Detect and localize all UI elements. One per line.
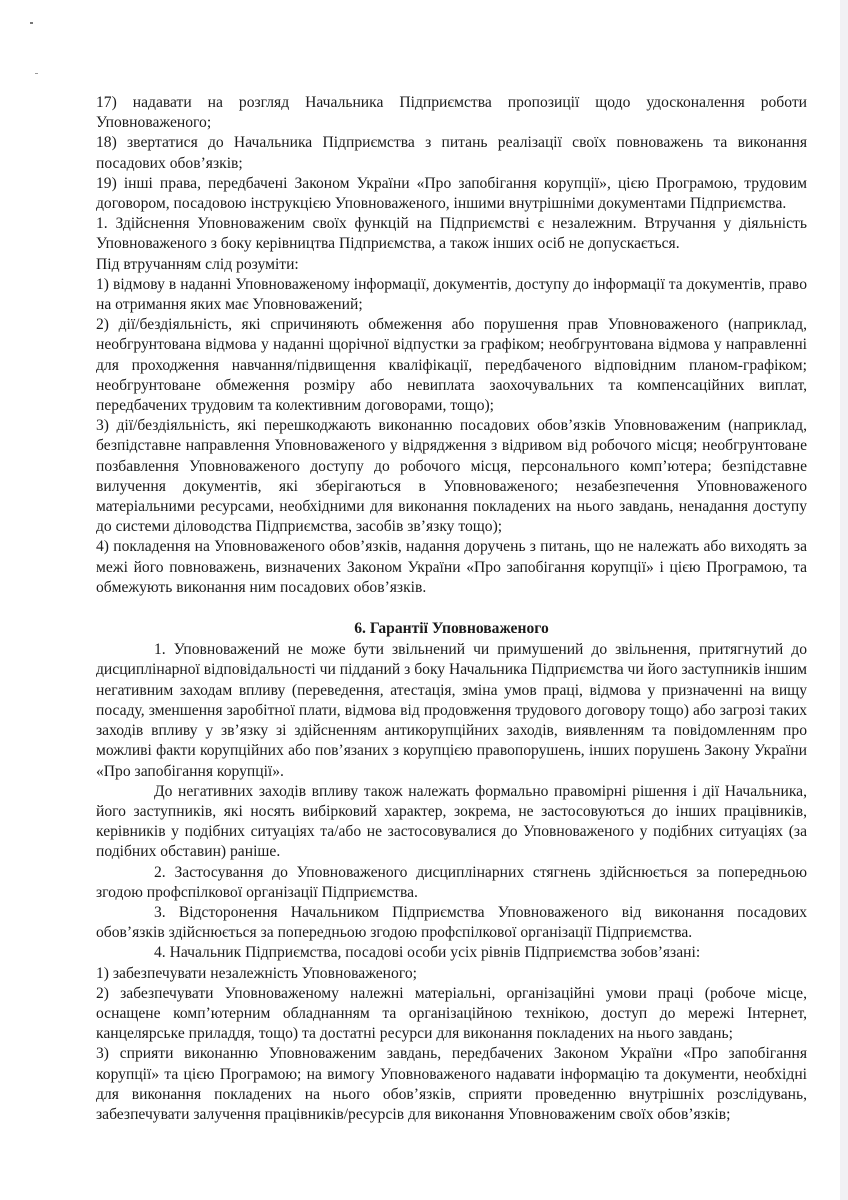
- scan-artifact: [35, 73, 38, 74]
- document-body: [96, 93, 807, 1125]
- interference-item: 4) покладення на Уповноваженого обов’язків, надання доручень з питань, що не належать або виходять за межі його повноважень, визначених Законом України «Про запобігання корупції» і цією Програмою, та обмежують виконання ним посадових обов’язків.: [96, 538, 807, 596]
- rights-item: 19) інші права, передбачені Законом України «Про запобігання корупції», цією Програмою, трудовим договором, посадовою інструкцією Уповноваженого, іншими внутрішніми документами Підприємства.: [96, 174, 807, 213]
- guarantee-paragraph: 3. Відсторонення Начальником Підприємства Уповноваженого від виконання посадових обов’язків здійснюється за попередньою згодою профспілкової організації Підприємства.: [96, 903, 807, 942]
- guarantee-paragraph: 4. Начальник Підприємства, посадові особи усіх рівнів Підприємства зобов’язані:: [154, 944, 701, 962]
- interference-item: 1) відмову в наданні Уповноваженому інформації, документів, доступу до інформації та документів, право на отримання яких має Уповноважений;: [96, 275, 807, 314]
- independence-paragraph: 1. Здійснення Уповноваженим своїх функцій на Підприємстві є незалежним. Втручання у діяльність Уповноваженого з боку керівництва Підприємства, а також інших осіб не допускається.: [96, 215, 807, 253]
- interference-intro: Під втручанням слід розуміти:: [96, 255, 299, 273]
- interference-item: 2) дії/бездіяльність, які спричиняють обмеження або порушення прав Уповноваженого (наприклад, необгрунтована відмова у наданні щорічної відпустки за графіком; необгрунтована відмова у направленні для проходження навчання/підвищення кваліфікації, передбаченого відповідним планом-графіком; необгрунтоване обмеження розміру або невиплата заохочувальних та компенсаційних виплат, передбачених трудовим та колективним договорами, тощо);: [96, 316, 807, 415]
- obligation-item: 2) забезпечувати Уповноваженому належні матеріальні, організаційні умови праці (робоче місце, оснащене комп’ютерним обладнанням та організаційною технікою, доступ до мережі Інтернет, канцелярське приладдя, тощо) та достатні ресурси для виконання покладених на нього завдань;: [96, 984, 807, 1043]
- guarantee-paragraph: 2. Застосування до Уповноваженого дисциплінарних стягнень здійснюється за попередньою згодою профспілкової організації Підприємства.: [96, 863, 807, 901]
- scan-artifact: [30, 22, 33, 24]
- rights-item: 17) надавати на розгляд Начальника Підприємства пропозиції щодо удосконалення роботи Уповноваженого;: [96, 94, 807, 132]
- obligation-item: 3) сприяти виконанню Уповноваженим завдань, передбачених Законом України «Про запобігання корупції» та цією Програмою; на вимогу Уповноваженого надавати інформацію та документи, необхідні для виконання покладених на нього обов’язків, сприяти проведенню внутрішніх розслідувань, забезпечувати залучення працівників/ресурсів для виконання Уповноваженим своїх обов’язків;: [96, 1045, 807, 1123]
- interference-item: 3) дії/бездіяльність, які перешкоджають виконанню посадових обов’язків Уповноваженим (наприклад, безпідставне направлення Уповноваженого у відрядження з відривом від робочого місця; необгрунтоване позбавлення Уповноваженого доступу до робочого місця, персонального комп’ютера; безпідставне вилучення документів, які зберігаються в Уповноваженого; незабезпечення Уповноваженого матеріальними ресурсами, необхідними для виконання покладених на нього завдань, ненадання доступу до системи діловодства Підприємства, засобів зв’язку тощо);: [96, 417, 807, 536]
- rights-item: 18) звертатися до Начальника Підприємства з питань реалізації своїх повноважень та виконання посадових обов’язків;: [96, 134, 807, 172]
- obligation-item: 1) забезпечувати незалежність Уповноваженого;: [96, 964, 417, 982]
- scan-edge-shadow: [840, 0, 848, 1200]
- guarantee-paragraph: 1. Уповноважений не може бути звільнений чи примушений до звільнення, притягнутий до дисциплінарної відповідальності чи підданий з боку Начальника Підприємства чи його заступників іншим негативним заходам впливу (переведення, атестація, зміна умов праці, відмова у призначенні на вищу посаду, зменшення заробітної плати, відмова від продовження трудового договору тощо) або загрозі таких заходів впливу у зв’язку зі здійсненням антикорупційних заходів, виявленням та повідомленням про можливі факти корупційних або пов’язаних з корупцією правопорушень, інших порушень Закону України «Про запобігання корупції».: [96, 641, 807, 780]
- guarantee-paragraph: До негативних заходів впливу також належать формально правомірні рішення і дії Начальника, його заступників, які носять вибірковий характер, зокрема, не застосовуються до інших працівників, керівників у подібних ситуаціях та/або не застосовувалися до Уповноваженого у подібних ситуаціях (за подібних обставин) раніше.: [96, 782, 807, 861]
- section-heading: 6. Гарантії Уповноваженого: [354, 620, 549, 638]
